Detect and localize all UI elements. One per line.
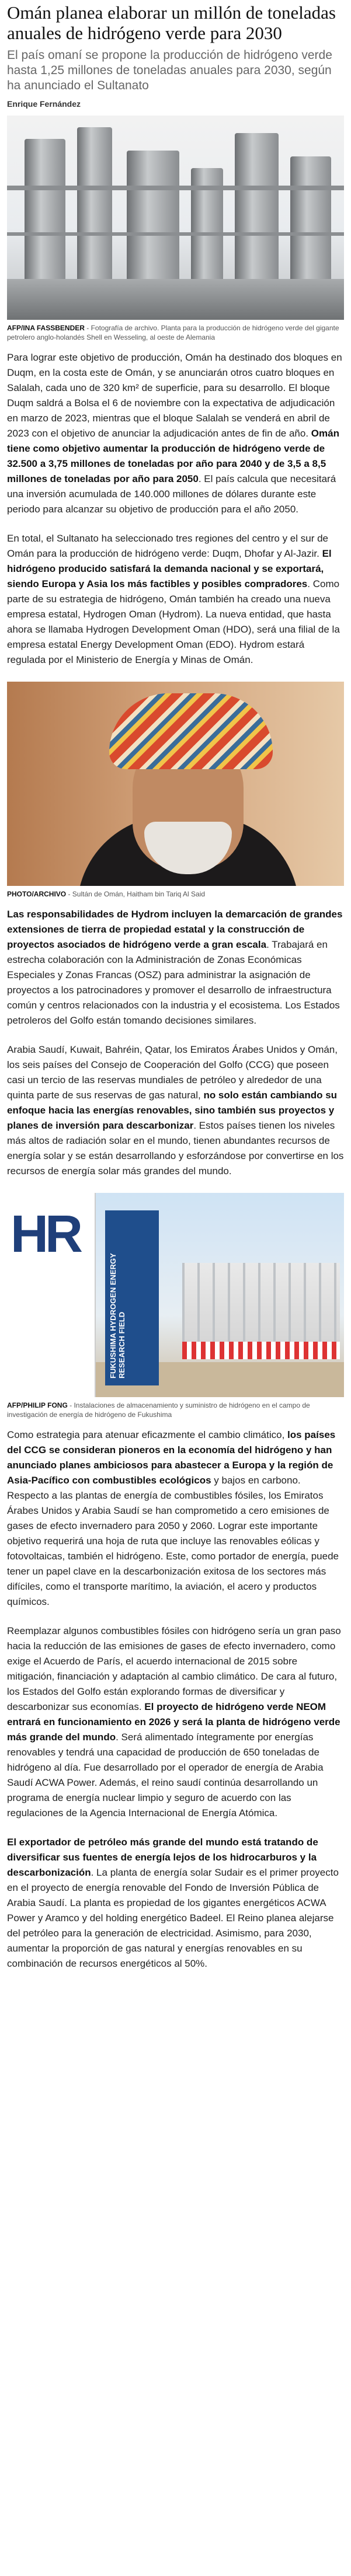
caption-text: Sultán de Omán, Haitham bin Tariq Al Said [72, 890, 206, 898]
banner-text: FUKUSHIMA HYDROGEN ENERGY RESEARCH FIELD [109, 1253, 126, 1378]
paragraph [7, 1042, 344, 1179]
paragraph [7, 1427, 344, 1610]
hr-logo: HR [11, 1205, 79, 1263]
figure-plant [7, 116, 344, 342]
text-run: . Estos países tienen los niveles más altos de radiación solar en el mundo, tienen abundantes recursos de energía solar y se están desarrollando y esforzándose por convertirse en los recursos de energía solar más grandes del mundo. [7, 1120, 344, 1177]
text-run: Arabia Saudí, Kuwait, Bahréin, Qatar, los Emiratos Árabes Unidos y Omán, los seis países del Consejo de Cooperación del Golfo (CCG) que poseen casi un tercio de las reservas mundiales de petróleo y alrededor de una quinta parte de sus reservas de gas natural, [7, 1044, 338, 1101]
text-run: . Será alimentado íntegramente por energías renovables y tendrá una capacidad de producción de 650 toneladas de hidrógeno al día. Fue desarrollado por el operador de energía de Arabia Saudí ACWA Power. Además, el reino saudí continúa desarrollando un programa de energía nuclear limpio y seguro de acuerdo con las regulaciones de la Agencia Internacional de Energía Atómica. [7, 1732, 324, 1818]
figure-caption: PHOTO/ARCHIVO - Sultán de Omán, Haitham bin Tariq Al Said [7, 890, 206, 898]
bold-text: El exportador de petróleo más grande del mundo está tratando de diversificar sus fuentes de energía lejos de los hidrocarburos y la descarbonización [7, 1837, 318, 1878]
bold-text: El proyecto de hidrógeno verde NEOM entrará en funcionamiento en 2026 y será la planta de hidrógeno verde más grande del mundo [7, 1701, 340, 1743]
photo-hydrogen-plant [7, 116, 344, 320]
text-run: En total, el Sultanato ha seleccionado tres regiones del centro y el sur de Omán para la producción de hidrógeno verde: Duqm, Dhofar y Al-Jazir. [7, 533, 329, 559]
photo-sultan-portrait [7, 682, 344, 886]
photo-credit: AFP/INA FASSBENDER [7, 324, 85, 332]
text-run: . Trabajará en estrecha colaboración con la Administración de Zonas Económicas Especiales y Zonas Francas (OSZ) para administrar la asignación de proyectos a los patrocinadores y promover el desarrollo de infraestructura común y centros relacionados con la industria y el ecosistema. Los Estados petroleros del Golfo están tomando decisiones similares. [7, 939, 340, 1026]
caption-text: Instalaciones de almacenamiento y suministro de hidrógeno en el campo de investigación de energía de hidrógeno de Fukushima [7, 1401, 310, 1419]
paragraph [7, 1835, 344, 1971]
paragraph [7, 531, 344, 668]
bold-text: Omán tiene como objetivo aumentar la producción de hidrógeno verde de 32.500 a 3,75 millones de toneladas por año para 2040 y de 3,5 a 8,5 millones de toneladas por año para 2050 [7, 428, 339, 484]
article [0, 2, 351, 1971]
figure-sultan [7, 682, 344, 899]
paragraph [7, 907, 344, 1028]
photo-hydrogen-research-field [7, 1193, 344, 1397]
figure-caption: AFP/INA FASSBENDER - Fotografía de archivo. Planta para la producción de hidrógeno verde del gigante petrolero anglo-holandés Shell en Wesseling, al oeste de Alemania [7, 324, 339, 341]
bold-text: no solo están cambiando su enfoque hacia las energías renovables, sino también sus proyectos y planes de inversión para descarbonizar [7, 1090, 338, 1131]
article-title: Omán planea elaborar un millón de toneladas anuales de hidrógeno verde para 2030 [7, 2, 336, 43]
bold-text: los países del CCG se consideran pioneros en la economía del hidrógeno y han anunciado planes ambiciosos para abastecer a Europa y la región de Asia-Pacífico con combustibles ecológicos [7, 1429, 336, 1486]
text-run: y bajos en carbono. Respecto a las plantas de energía de combustibles fósiles, los Emiratos Árabes Unidos y Arabia Saudí se han comprometido a cero emisiones de gases de efecto invernadero para 2050 y 2060. Lograr este importante objetivo requerirá una hoja de ruta que incluye las renovables eólicas y fotovoltaicas, también el hidrógeno. Este, como portador de energía, puede tener un papel clave en la descarbonización exitosa de los sectores más difíciles, como el transporte marítimo, la aviación, el acero y productos químicos. [7, 1475, 339, 1607]
text-run: Para lograr este objetivo de producción, Omán ha destinado dos bloques en Duqm, en la costa este de Omán, y se anunciarán otros cuatro bloques en Salalah, cada uno de 320 km² de superficie, para su desarrollo. El bloque Duqm saldrá a Bolsa el 6 de noviembre con la expectativa de adjudicación en marzo de 2023, mientras que el bloque Salalah se venderá en abril de 2023 con el objetivo de anunciar la adjudicación antes de fin de año. [7, 352, 342, 439]
author-name[interactable]: Enrique Fernández [7, 99, 81, 109]
paragraph [7, 350, 344, 517]
paragraph [7, 1624, 344, 1821]
text-run: Como estrategia para atenuar eficazmente el cambio climático, [7, 1429, 288, 1440]
text-run: . El país calcula que necesitará una inversión acumulada de 140.000 millones de dólares durante este periodo para alcanzar su objetivo de producción para el año 2050. [7, 473, 336, 515]
photo-credit: AFP/PHILIP FONG [7, 1401, 68, 1409]
figure-caption: AFP/PHILIP FONG - Instalaciones de almacenamiento y suministro de hidrógeno en el campo de investigación de energía de hidrógeno de Fukushima [7, 1401, 310, 1419]
figure-fukushima [7, 1193, 344, 1419]
bold-text: Las responsabilidades de Hydrom incluyen la demarcación de grandes extensiones de tierra de propiedad estatal y la construcción de proyectos asociados de hidrógeno verde a gran escala [7, 909, 343, 950]
bold-text: El hidrógeno producido satisfará la demanda nacional y se exportará, siendo Europa y Asia los más factibles y posibles compradores [7, 548, 332, 589]
text-run: Reemplazar algunos combustibles fósiles con hidrógeno sería un gran paso hacia la reducción de las emisiones de gases de efecto invernadero, como exige el Acuerdo de París, el acuerdo internacional de 2015 sobre mitigación, financiación y adaptación al cambio climático. De cara al futuro, los Estados del Golfo están explorando formas de diversificar y descarbonizar sus economías. [7, 1625, 341, 1712]
photo-credit: PHOTO/ARCHIVO [7, 890, 67, 898]
text-run: . La planta de energía solar Sudair es el primer proyecto en el proyecto de energía renovable del Fondo de Inversión Pública de Arabia Saudí. La planta es propiedad de los gigantes energéticos ACWA Power y Aramco y del holding energético Badeel. El Reino planea alejarse del petróleo para la generación de electricidad. Asimismo, para 2030, aumentar la proporción de gas natural y energías renovables en su combinación de recursos energéticos al 50%. [7, 1867, 339, 1969]
text-run: . Como parte de su estrategia de hidrógeno, Omán también ha creado una nueva empresa estatal, Hydrogen Oman (Hydrom). La nueva entidad, que hasta ahora se llamaba Hydrogen Development Oman (HDO), será una filial de la empresa estatal Energy Development Oman (EDO). Hydrom estará regulada por el Ministerio de Energía y Minas de Omán. [7, 578, 340, 665]
caption-text: Fotografía de archivo. Planta para la producción de hidrógeno verde del gigante petrolero anglo-holandés Shell en Wesseling, al oeste de Alemania [7, 324, 339, 341]
article-subtitle: El país omaní se propone la producción de hidrógeno verde hasta 1,25 millones de toneladas anuales para 2030, según ha anunciado el Sultanato [7, 48, 332, 92]
